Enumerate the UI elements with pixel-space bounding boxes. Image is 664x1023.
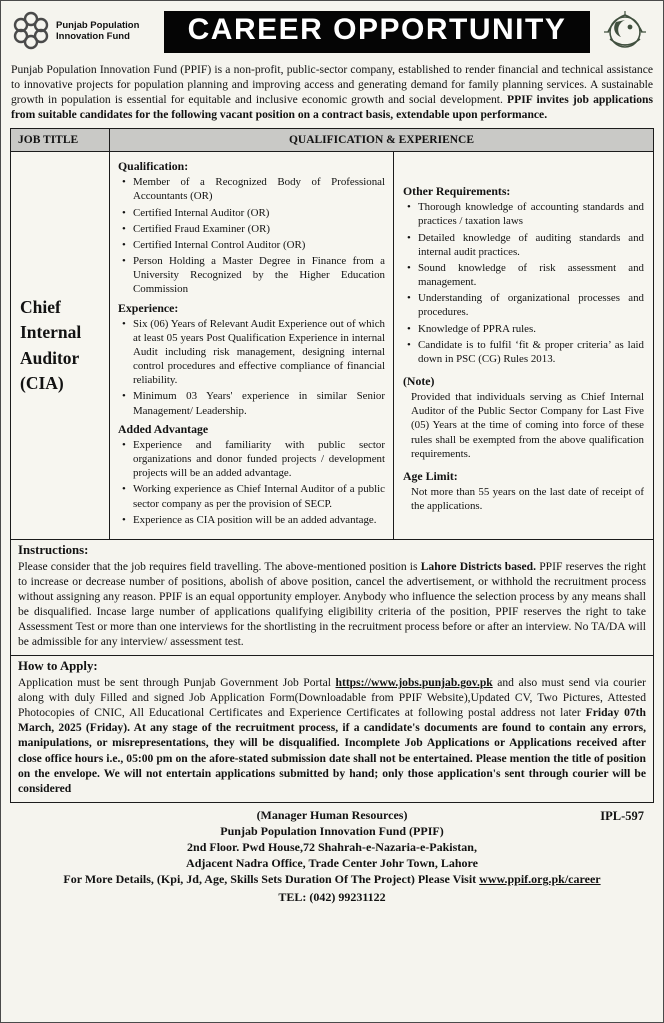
how-to-apply-paragraph	[18, 675, 646, 796]
job-portal-link[interactable]: https://www.jobs.punjab.gov.pk	[335, 676, 493, 690]
list-item: • Candidate is to fulfil ‘fit & proper criteria’ as laid down in PSC (CG) Rules 2013.	[407, 338, 644, 366]
punjab-government-crest-icon	[596, 7, 654, 57]
how-to-apply-section	[10, 656, 654, 803]
list-item: • Minimum 03 Years' experience in similar Senior Management/ Leadership.	[122, 389, 385, 417]
ppif-career-link[interactable]: www.ppif.org.pk/career	[479, 872, 601, 887]
text-segment: Application must be sent through Punjab Government Job Portal	[18, 676, 336, 690]
instructions-section	[10, 540, 654, 656]
reference-code: IPL-597	[600, 808, 644, 823]
text-segment: Please consider that the job requires field travelling. The above-mentioned position is	[18, 559, 421, 573]
address-line-2: Adjacent Nadra Office, Trade Center Johr Town, Lahore	[186, 856, 478, 871]
qualification-cell	[110, 152, 394, 539]
experience-list	[118, 317, 385, 418]
age-limit-text: Not more than 55 years on the last date of receipt of the applications.	[411, 486, 644, 513]
list-item: • Certified Internal Control Auditor (OR)	[122, 238, 385, 252]
text-segment: and also must send via courier along with duly Filled and signed Job Application Form(Downloadable from PPIF Website),Updated CV, Two Pictures, Attested Photocopies of CNIC, All Educational Certificates and Experience Certificates at following postal address not later	[18, 676, 646, 720]
org-name	[56, 21, 139, 43]
manager-line: (Manager Human Resources)	[256, 807, 408, 822]
table-body-row	[11, 152, 653, 539]
text-segment: Punjab Population Innovation Fund (PPIF) is a non-profit, public-sector company, established to render financial and technical assistance to innovative projects for population planning and improving access and generating demand for family planning services. A sustainable growth in population is essential for equitable and inclusive economic growth and social development.	[11, 63, 653, 107]
qualification-column-header: QUALIFICATION & EXPERIENCE	[288, 134, 475, 147]
text-segment: Lahore Districts based.	[420, 559, 537, 573]
intro-paragraph	[11, 62, 653, 122]
note-text: Provided that individuals serving as Chief Internal Auditor of the Public Sector Company for Last Five (05) Years at the time of coming into force of these rules shall be exempted from the above qualification requirements.	[411, 391, 644, 460]
list-item: • Person Holding a Master Degree in Finance from a University Recognized by the Higher Education Commission	[122, 254, 385, 297]
list-item: • Experience as CIA position will be an added advantage.	[122, 513, 385, 527]
list-item: • Thorough knowledge of accounting standards and practices / taxation laws	[407, 200, 644, 228]
footer	[10, 803, 654, 907]
list-item: • Experience and familiarity with public sector organizations and donor funded projects / development projects will be an added advantage.	[122, 438, 385, 481]
age-limit-heading: Age Limit:	[403, 469, 458, 483]
qualification-heading: Qualification:	[118, 159, 189, 174]
note-heading: (Note)	[403, 374, 435, 389]
text-segment: PPIF reserves the right to increase or decrease number of positions, abolish of above position, cancel the advertisement, or withhold the recruitment process without assigning any reason. PPIF is an equal opportunity employer. Anybody who influence the selection process by any means shall be disqualified. Incase large number of applications qualifying eligibility criteria of the position, PPIF reserves the right to take Assessment Test or more than one interviews for the shortlisting in the recruitment process before or after an interview. No TA/DA will be admissible for any interview/ assessment test.	[18, 559, 646, 649]
footer-org-line: Punjab Population Innovation Fund (PPIF)	[220, 823, 444, 838]
job-title-column-header: JOB TITLE	[11, 129, 110, 151]
list-item: • Certified Fraud Examiner (OR)	[122, 222, 385, 236]
how-to-apply-heading: How to Apply:	[18, 659, 98, 674]
address-line-1: 2nd Floor. Pwd House,72 Shahrah-e-Nazaria-e-Pakistan,	[187, 840, 477, 855]
job-table	[10, 128, 654, 540]
text-segment: For More Details, (Kpi, Jd, Age, Skills Sets Duration Of The Project) Please Visit	[63, 872, 480, 887]
qualification-list	[118, 175, 385, 296]
list-item: • Understanding of organizational processes and procedures.	[407, 291, 644, 319]
other-requirements-cell	[394, 152, 653, 539]
telephone-line: TEL: (042) 99231122	[278, 889, 386, 904]
other-requirements-list	[403, 200, 644, 366]
list-item: • Sound knowledge of risk assessment and management.	[407, 261, 644, 289]
job-title-cell: Chief Internal Auditor (CIA)	[11, 152, 110, 539]
list-item: • Member of a Recognized Body of Professional Accountants (OR)	[122, 175, 385, 203]
list-item: • Knowledge of PPRA rules.	[407, 322, 644, 336]
text-segment: At any stage of the recruitment process, if a candidate's documents are found to contain any errors, manipulations, or misrepresentations, they will be disqualified. Incomplete Job Applications or Applications received after close office hours i.e., 05:00 pm on the afore-stated submission date shall not be entertained. Please mention the title of position on the envelope. We will not entertain applications submitted by hand; only those application's sent through courier will be considered	[18, 721, 647, 795]
list-item: • Certified Internal Auditor (OR)	[122, 206, 385, 220]
instructions-heading: Instructions:	[18, 542, 89, 557]
list-item: • Six (06) Years of Relevant Audit Experience out of which at least 05 years Post Qualification Experience in internal Audit including risk management, designing internal control procedures and effective compliance of financial reliability.	[122, 317, 385, 388]
org-name-line2: Innovation Fund	[56, 31, 130, 42]
list-item: • Detailed knowledge of auditing standards and internal audit practices.	[407, 231, 644, 259]
experience-heading: Experience:	[118, 300, 179, 315]
ppif-logo-icon	[10, 9, 52, 56]
page-title: CAREER OPPORTUNITY	[164, 11, 590, 53]
added-advantage-heading: Added Advantage	[118, 421, 209, 436]
list-item: • Working experience as Chief Internal Auditor of a public sector company as per the provision of SECP.	[122, 482, 385, 510]
text-segment: Friday 07th March, 2025 (Friday).	[18, 706, 646, 735]
text-segment: PPIF invites job applications from suitable candidates for the following vacant position on a contract basis, extendable upon performance.	[11, 93, 653, 122]
ppif-logo-block	[10, 9, 158, 56]
instructions-paragraph	[18, 559, 646, 649]
details-line	[16, 871, 648, 887]
org-name-line1: Punjab Population	[56, 20, 140, 32]
other-requirements-heading: Other Requirements:	[403, 184, 511, 199]
table-header-row	[11, 129, 653, 152]
header	[10, 7, 654, 57]
added-advantage-list	[118, 438, 385, 527]
